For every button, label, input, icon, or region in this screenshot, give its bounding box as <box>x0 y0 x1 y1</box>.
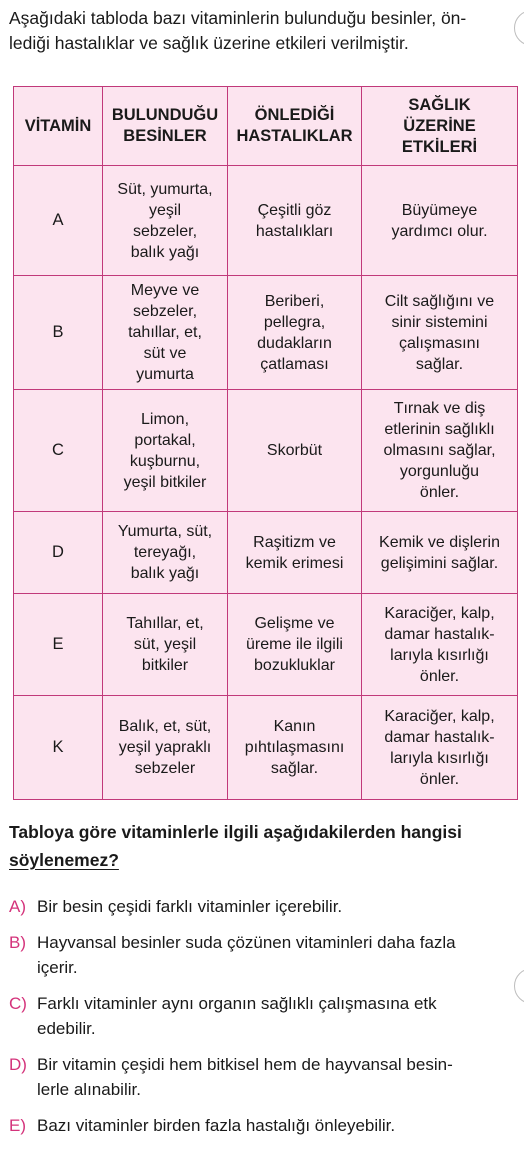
diseases-cell: Gelişme ve üreme ile ilgili bozukluklar <box>228 594 362 696</box>
diseases-cell: Kanın pıhtılaşmasını sağlar. <box>228 696 362 800</box>
diseases-cell: Çeşitli göz hastalıkları <box>228 166 362 276</box>
table-body <box>14 166 518 800</box>
effects-cell: Karaciğer, kalp, damar hastalık- larıyla kısırlığı önler. <box>362 696 518 800</box>
header-diseases: ÖNLEDİĞİ HASTALIKLAR <box>228 87 362 166</box>
intro-text <box>9 6 515 56</box>
intro-line-1: Aşağıdaki tabloda bazı vitaminlerin bulunduğu besinler, ön- <box>9 8 467 28</box>
table-row <box>14 696 518 800</box>
foods-cell: Limon, portakal, kuşburnu, yeşil bitkiler <box>103 390 228 512</box>
foods-cell: Meyve ve sebzeler, tahıllar, et, süt ve yumurta <box>103 276 228 390</box>
table-row <box>14 166 518 276</box>
option-text: Farklı vitaminler aynı organın sağlıklı çalışmasına etk <box>37 994 437 1013</box>
vitamin-cell: K <box>14 696 103 800</box>
option-text: içerir. <box>37 958 78 977</box>
foods-cell: Balık, et, süt, yeşil yapraklı sebzeler <box>103 696 228 800</box>
vitamin-cell: E <box>14 594 103 696</box>
diseases-cell: Skorbüt <box>228 390 362 512</box>
option-text: edebilir. <box>37 1019 96 1038</box>
option-letter: C) <box>9 994 27 1013</box>
table-header-row <box>14 87 518 166</box>
vitamin-table <box>13 86 518 800</box>
option-text: Hayvansal besinler suda çözünen vitaminleri daha fazla <box>37 933 456 952</box>
question-part-1: Tabloya göre vitaminlerle ilgili aşağıdakilerden hangisi <box>9 822 462 842</box>
page-edge-marker-top <box>514 10 524 46</box>
header-foods: BULUNDUĞU BESİNLER <box>103 87 228 166</box>
table-row <box>14 594 518 696</box>
effects-cell: Büyümeye yardımcı olur. <box>362 166 518 276</box>
answer-option[interactable] <box>9 991 524 1041</box>
answer-option[interactable] <box>9 1052 524 1102</box>
foods-cell: Tahıllar, et, süt, yeşil bitkiler <box>103 594 228 696</box>
effects-cell: Cilt sağlığını ve sinir sistemini çalışmasını sağlar. <box>362 276 518 390</box>
effects-cell: Kemik ve dişlerin gelişimini sağlar. <box>362 512 518 594</box>
answer-option[interactable] <box>9 894 524 919</box>
header-vitamin: VİTAMİN <box>14 87 103 166</box>
vitamin-cell: D <box>14 512 103 594</box>
question-part-2: söylenemez? <box>9 850 119 870</box>
option-text: Bazı vitaminler birden fazla hastalığı önleyebilir. <box>37 1116 396 1135</box>
option-text: lerle alınabilir. <box>37 1080 141 1099</box>
option-text: Bir besin çeşidi farklı vitaminler içerebilir. <box>37 897 343 916</box>
header-effects: SAĞLIK ÜZERİNE ETKİLERİ <box>362 87 518 166</box>
table-row <box>14 276 518 390</box>
option-letter: B) <box>9 933 26 952</box>
answer-option[interactable] <box>9 930 524 980</box>
table-row <box>14 512 518 594</box>
foods-cell: Süt, yumurta, yeşil sebzeler, balık yağı <box>103 166 228 276</box>
vitamin-cell: A <box>14 166 103 276</box>
option-letter: E) <box>9 1116 26 1135</box>
effects-cell: Tırnak ve diş etlerinin sağlıklı olmasını sağlar, yorgunluğu önler. <box>362 390 518 512</box>
answer-options <box>9 894 524 1149</box>
intro-line-2: lediği hastalıklar ve sağlık üzerine etkileri verilmiştir. <box>9 33 409 53</box>
diseases-cell: Beriberi, pellegra, dudakların çatlaması <box>228 276 362 390</box>
table-row <box>14 390 518 512</box>
question-text <box>9 818 519 874</box>
option-letter: D) <box>9 1055 27 1074</box>
answer-option[interactable] <box>9 1113 524 1138</box>
option-letter: A) <box>9 897 26 916</box>
vitamin-cell: B <box>14 276 103 390</box>
foods-cell: Yumurta, süt, tereyağı, balık yağı <box>103 512 228 594</box>
vitamin-cell: C <box>14 390 103 512</box>
diseases-cell: Raşitizm ve kemik erimesi <box>228 512 362 594</box>
option-text: Bir vitamin çeşidi hem bitkisel hem de hayvansal besin- <box>37 1055 453 1074</box>
effects-cell: Karaciğer, kalp, damar hastalık- larıyla kısırlığı önler. <box>362 594 518 696</box>
